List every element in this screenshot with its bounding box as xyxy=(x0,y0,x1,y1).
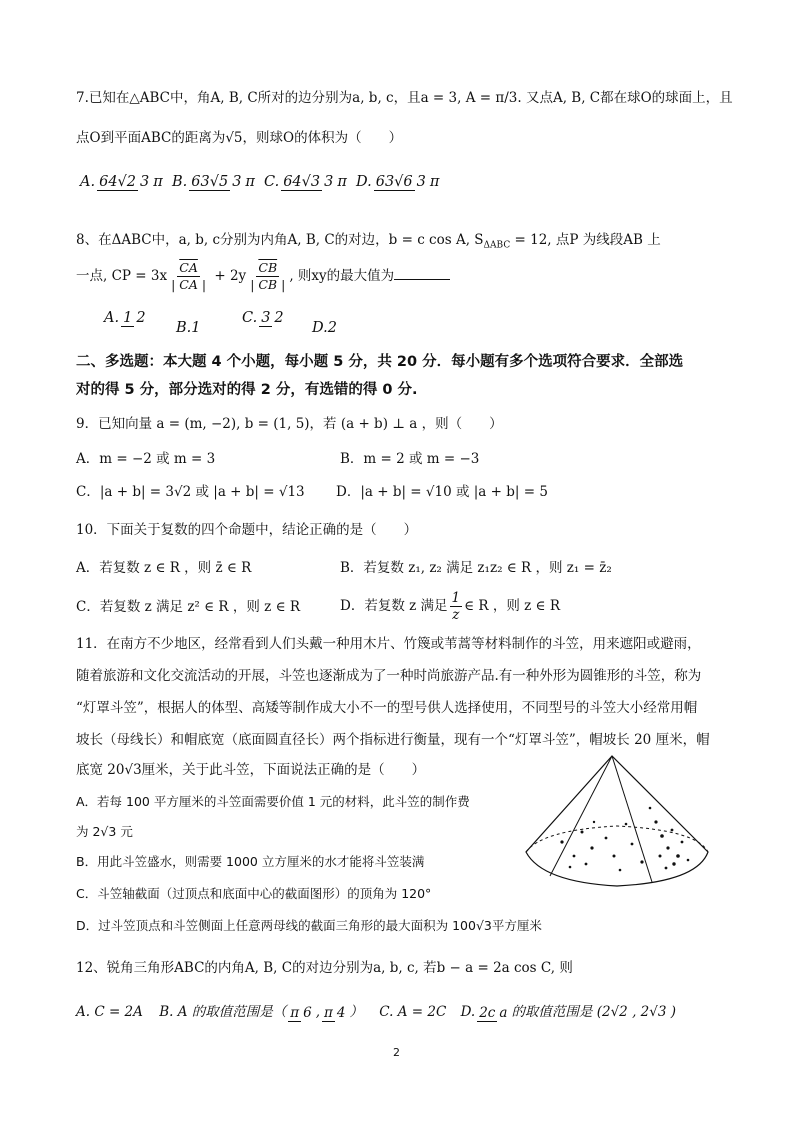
q10-option-a: A．若复数 z ∈ R ，则 z̄ ∈ R xyxy=(76,560,252,576)
conical-hat-figure xyxy=(522,752,712,892)
answer-blank xyxy=(394,265,450,280)
q7-option-d: D. 63√6 3 π xyxy=(356,174,440,190)
q8-stem-line2: 一点, CP = 3x $\frac{\overline{CA}}{| CA |}$ + 2y $\frac{\overline{CB}}{| CB |}$ , 则xy的最大值为 xyxy=(76,258,450,294)
q11-stem-line5: 底宽 20√3厘米，关于此斗笠，下面说法正确的是（ ） xyxy=(76,762,426,778)
q11-option-d: D．过斗笠顶点和斗笠侧面上任意两母线的截面三角形的最大面积为 100√3平方厘米 xyxy=(76,918,542,933)
q8-option-d: D.2 xyxy=(312,320,337,336)
q12-option-b: B. A 的取值范围是（ π 6 , π 4 ） xyxy=(159,1004,363,1021)
q9-option-c: C．|a + b| = 3√2 或 |a + b| = √13 xyxy=(76,484,305,500)
q11-stem-line4: 坡长（母线长）和帽底宽（底面圆直径长）两个指标进行衡量，现有一个“灯罩斗笠”，帽坡长 20 厘米，帽 xyxy=(76,732,710,748)
q10-option-c: C．若复数 z 满足 z² ∈ R ，则 z ∈ R xyxy=(76,599,301,615)
q11-stem-line2: 随着旅游和文化交流活动的开展，斗笠也逐渐成为了一种时尚旅游产品.有一种外形为圆锥形的斗笠，称为 xyxy=(76,668,702,684)
q11-option-a-line1: A．若每 100 平方厘米的斗笠面需要价值 1 元的材料，此斗笠的制作费 xyxy=(76,794,470,809)
q7-stem-line1: 7.已知在△ABC中，角A, B, C所对的边分别为a, b, c，且a = 3, A = π/3. 又点A, B, C都在球O的球面上，且 xyxy=(76,90,733,106)
q12-option-c: C. A = 2C xyxy=(379,1004,447,1020)
q11-stem-line3: “灯罩斗笠”，根据人的体型、高矮等制作成大小不一的型号供人选择使用，不同型号的斗笠大小经常用帽 xyxy=(76,700,698,716)
q11-option-b: B．用此斗笠盛水，则需要 1000 立方厘米的水才能将斗笠装满 xyxy=(76,854,425,869)
q7-option-c: C. 64√3 3 π xyxy=(264,174,347,190)
q8-option-a: A. 1 2 xyxy=(104,310,146,326)
q9-option-a: A．m = −2 或 m = 3 xyxy=(76,451,216,467)
q8-option-b: B.1 xyxy=(176,320,201,336)
q7-option-a: A. 64√2 3 π xyxy=(80,174,163,190)
q12-option-d: D. 2c a 的取值范围是 (2√2 , 2√3 ) xyxy=(460,1004,676,1021)
q11-option-a-line2: 为 2√3 元 xyxy=(76,824,133,839)
q10-option-d: D．若复数 z 满足 $\frac{1}{z}$ ∈ R ，则 z ∈ R xyxy=(340,590,561,623)
q12-options xyxy=(76,994,676,1031)
page-number: 2 xyxy=(393,1046,400,1059)
section2-heading-line2: 对的得 5 分，部分选对的得 2 分，有选错的得 0 分. xyxy=(76,382,418,398)
q10-stem: 10．下面关于复数的四个命题中，结论正确的是（ ） xyxy=(76,522,418,538)
q7-option-b: B. 63√5 3 π xyxy=(172,174,255,190)
q11-stem-line1: 11．在南方不少地区，经常看到人们头戴一种用木片、竹篾或苇蒿等材料制作的斗笠，用来遮阳或避雨， xyxy=(76,636,701,652)
q12-stem: 12、锐角三角形ABC的内角A, B, C的对边分别为a, b, c, 若b − a = 2a cos C, 则 xyxy=(76,960,573,976)
q8-stem-line1: 8、在ΔABC中，a, b, c分别为内角A, B, C的对边，b = c cos A, $S_{\Delta ABC} = 12$, 点P 为线段AB 上 xyxy=(76,232,661,251)
q7-stem-line2: 点O到平面ABC的距离为√5，则球O的体积为（ ） xyxy=(76,130,403,146)
q12-option-a: A. C = 2A xyxy=(76,1004,143,1020)
q9-option-b: B．m = 2 或 m = −3 xyxy=(340,451,480,467)
q8-option-c: C. 3 2 xyxy=(242,310,284,326)
q10-option-b: B．若复数 z₁, z₂ 满足 z₁z₂ ∈ R ，则 z₁ = z̄₂ xyxy=(340,560,612,576)
q9-option-d: D．|a + b| = √10 或 |a + b| = 5 xyxy=(336,484,548,500)
q9-stem: 9．已知向量 a = (m, −2), b = (1, 5)，若 (a + b) ⊥ a ，则（ ） xyxy=(76,416,503,432)
section2-heading-line1: 二、多选题：本大题 4 个小题，每小题 5 分，共 20 分．每小题有多个选项符合要求．全部选 xyxy=(76,354,684,370)
q11-option-c: C．斗笠轴截面（过顶点和底面中心的截面图形）的顶角为 120° xyxy=(76,886,432,901)
